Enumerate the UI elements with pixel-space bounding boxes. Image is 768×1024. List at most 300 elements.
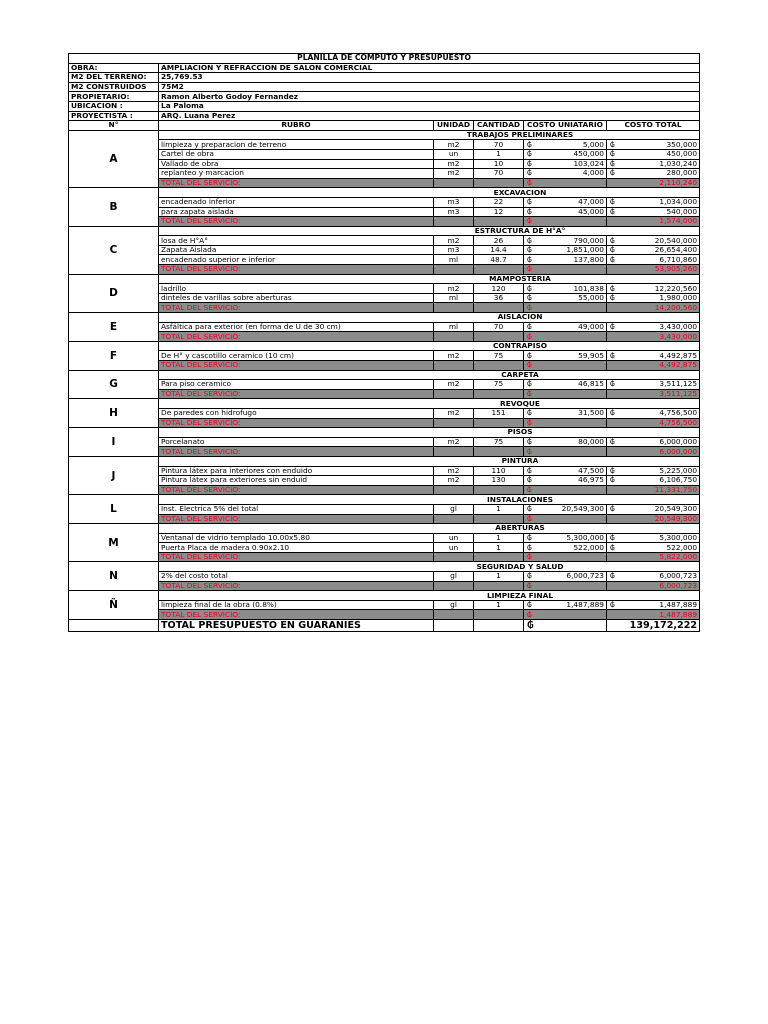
section-total-unidad: [434, 332, 474, 342]
section-total-value: 5,822,000: [619, 552, 700, 562]
sheet-title: PLANILLA DE COMPUTO Y PRESUPUESTO: [69, 54, 700, 64]
section-title-spacer: [607, 562, 700, 572]
section-title-row: [69, 428, 700, 438]
item-cantidad: 151: [474, 408, 524, 418]
item-total: 450,000: [619, 149, 700, 159]
section-total-cantidad: [474, 485, 524, 495]
item-total-currency: ₲: [607, 543, 619, 553]
section-title-row: [69, 226, 700, 236]
section-total-label: TOTAL DEL SERVICIO:: [159, 514, 434, 524]
section-title: PISOS: [434, 428, 607, 438]
item-unitario-currency: ₲: [524, 149, 536, 159]
section-title: LIMPIEZA FINAL: [434, 591, 607, 601]
item-row: [69, 504, 700, 514]
section-title-spacer: [159, 591, 434, 601]
item-total-currency: ₲: [607, 169, 619, 179]
item-rubro: Pintura látex para exteriores sin enduid: [159, 476, 434, 486]
item-unitario-currency: ₲: [524, 169, 536, 179]
item-total: 5,225,000: [619, 466, 700, 476]
section-title-spacer: [607, 456, 700, 466]
item-rubro: Inst. Electrica 5% del total: [159, 504, 434, 514]
item-row: [69, 476, 700, 486]
section-total-currency: ₲: [524, 447, 536, 457]
item-row: [69, 159, 700, 169]
col-header-rubro: RUBRO: [159, 121, 434, 131]
item-unitario: 6,000,723: [536, 572, 607, 582]
item-row: [69, 572, 700, 582]
section-total-unidad: [434, 389, 474, 399]
info-value-ubicacion: La Paloma: [159, 101, 700, 111]
item-unitario: 31,500: [536, 408, 607, 418]
section-total-unitario: [536, 581, 607, 591]
item-total: 1,487,889: [619, 600, 700, 610]
section-total-spacer: [607, 485, 619, 495]
section-title-row: [69, 562, 700, 572]
item-unidad: gl: [434, 600, 474, 610]
item-rubro: Zapata Aislada: [159, 245, 434, 255]
section-total-cantidad: [474, 581, 524, 591]
item-total-currency: ₲: [607, 149, 619, 159]
section-total-unidad: [434, 447, 474, 457]
section-title-spacer: [159, 562, 434, 572]
item-rubro: De H° y cascotillo ceramico (10 cm): [159, 351, 434, 361]
item-total: 6,710,860: [619, 255, 700, 265]
info-label-construidos: M2 CONSTRUIDOS: [69, 82, 159, 92]
item-unitario-currency: ₲: [524, 543, 536, 553]
section-total-value: 4,756,500: [619, 418, 700, 428]
item-cantidad: 1: [474, 600, 524, 610]
item-unidad: m2: [434, 140, 474, 150]
section-title-spacer: [159, 428, 434, 438]
section-total-unitario: [536, 332, 607, 342]
item-rubro: limpieza y preparacion de terreno: [159, 140, 434, 150]
item-unitario: 103,024: [536, 159, 607, 169]
item-total: 3,511,125: [619, 380, 700, 390]
section-title-row: [69, 495, 700, 505]
section-total-unidad: [434, 217, 474, 227]
section-total-spacer: [607, 418, 619, 428]
item-cantidad: 1: [474, 543, 524, 553]
section-total-cantidad: [474, 552, 524, 562]
section-total-spacer: [607, 447, 619, 457]
info-label-propietario: PROPIETARIO:: [69, 92, 159, 102]
item-total-currency: ₲: [607, 600, 619, 610]
section-title-spacer: [159, 226, 434, 236]
section-total-currency: ₲: [524, 361, 536, 371]
section-total-cantidad: [474, 418, 524, 428]
section-title-spacer: [607, 591, 700, 601]
item-cantidad: 36: [474, 293, 524, 303]
info-label-ubicacion: UBICACION :: [69, 101, 159, 111]
section-total-spacer: [607, 332, 619, 342]
info-row-ubicacion: [69, 101, 700, 111]
item-unitario-currency: ₲: [524, 207, 536, 217]
info-row-construidos: [69, 82, 700, 92]
section-total-currency: ₲: [524, 552, 536, 562]
info-row-terreno: [69, 73, 700, 83]
item-row: [69, 255, 700, 265]
section-title-spacer: [159, 130, 434, 140]
item-total-currency: ₲: [607, 207, 619, 217]
section-title-spacer: [607, 495, 700, 505]
section-total-value: 14,200,560: [619, 303, 700, 313]
item-unidad: un: [434, 543, 474, 553]
section-title: REVOQUE: [434, 399, 607, 409]
item-cantidad: 12: [474, 207, 524, 217]
item-rubro: encadenado superior e inferior: [159, 255, 434, 265]
item-cantidad: 1: [474, 533, 524, 543]
item-rubro: Puerta Placa de madera 0.90x2.10: [159, 543, 434, 553]
item-unidad: ml: [434, 293, 474, 303]
item-unitario-currency: ₲: [524, 466, 536, 476]
section-title-spacer: [159, 495, 434, 505]
section-total-label: TOTAL DEL SERVICIO:: [159, 217, 434, 227]
section-total-unitario: [536, 514, 607, 524]
section-total-unidad: [434, 178, 474, 188]
section-letter: A: [69, 130, 159, 188]
section-total-unitario: [536, 265, 607, 275]
item-unidad: m2: [434, 476, 474, 486]
item-unitario-currency: ₲: [524, 476, 536, 486]
section-total-spacer: [607, 514, 619, 524]
item-total: 350,000: [619, 140, 700, 150]
item-total-currency: ₲: [607, 140, 619, 150]
section-total-cantidad: [474, 265, 524, 275]
item-total: 4,492,875: [619, 351, 700, 361]
item-unidad: ml: [434, 322, 474, 332]
item-unitario-currency: ₲: [524, 351, 536, 361]
item-cantidad: 75: [474, 351, 524, 361]
item-cantidad: 75: [474, 380, 524, 390]
item-total-currency: ₲: [607, 380, 619, 390]
col-header-costo-total: COSTO TOTAL: [607, 121, 700, 131]
item-unidad: m2: [434, 466, 474, 476]
section-total-currency: ₲: [524, 418, 536, 428]
section-total-value: 11,331,750: [619, 485, 700, 495]
item-unitario-currency: ₲: [524, 236, 536, 246]
section-total-unitario: [536, 178, 607, 188]
item-row: [69, 169, 700, 179]
section-total-unidad: [434, 361, 474, 371]
item-cantidad: 1: [474, 504, 524, 514]
item-total: 3,430,000: [619, 322, 700, 332]
item-unitario: 55,000: [536, 293, 607, 303]
info-row-obra: [69, 63, 700, 73]
section-letter: C: [69, 226, 159, 274]
section-total-row: [69, 418, 700, 428]
section-total-currency: ₲: [524, 485, 536, 495]
item-unitario: 4,000: [536, 169, 607, 179]
title-row: [69, 54, 700, 64]
item-row: [69, 149, 700, 159]
info-value-propietario: Ramon Alberto Godoy Fernandez: [159, 92, 700, 102]
section-title-row: [69, 130, 700, 140]
section-title-row: [69, 274, 700, 284]
item-unidad: m2: [434, 408, 474, 418]
item-total-currency: ₲: [607, 236, 619, 246]
section-total-cantidad: [474, 332, 524, 342]
item-unitario: 5,300,000: [536, 533, 607, 543]
grand-total-value: 139,172,222: [607, 620, 700, 632]
item-row: [69, 408, 700, 418]
item-cantidad: 70: [474, 140, 524, 150]
item-cantidad: 26: [474, 236, 524, 246]
item-total: 280,000: [619, 169, 700, 179]
item-cantidad: 22: [474, 197, 524, 207]
column-header-row: [69, 121, 700, 131]
item-total: 6,000,723: [619, 572, 700, 582]
section-total-row: [69, 217, 700, 227]
item-cantidad: 120: [474, 284, 524, 294]
item-unitario-currency: ₲: [524, 255, 536, 265]
item-rubro: Asfáltica para exterior (en forma de U de 30 cm): [159, 322, 434, 332]
item-total-currency: ₲: [607, 284, 619, 294]
col-header-costo-unitario: COSTO UNIATARIO: [524, 121, 607, 131]
section-title: CARPETA: [434, 370, 607, 380]
item-rubro: limpieza final de la obra (0.8%): [159, 600, 434, 610]
section-total-value: 6,000,723: [619, 581, 700, 591]
item-unitario: 137,800: [536, 255, 607, 265]
section-total-currency: ₲: [524, 389, 536, 399]
item-cantidad: 130: [474, 476, 524, 486]
section-title-row: [69, 591, 700, 601]
section-total-currency: ₲: [524, 265, 536, 275]
item-unitario: 47,500: [536, 466, 607, 476]
section-title-spacer: [607, 313, 700, 323]
section-title-spacer: [607, 399, 700, 409]
grand-total-num: [69, 620, 159, 632]
section-title-spacer: [607, 370, 700, 380]
item-unidad: m2: [434, 169, 474, 179]
item-row: [69, 197, 700, 207]
section-total-label: TOTAL DEL SERVICIO:: [159, 178, 434, 188]
section-letter: B: [69, 188, 159, 226]
section-total-currency: ₲: [524, 178, 536, 188]
item-total-currency: ₲: [607, 322, 619, 332]
item-unitario-currency: ₲: [524, 159, 536, 169]
item-unitario: 59,905: [536, 351, 607, 361]
item-unidad: m2: [434, 284, 474, 294]
item-unidad: un: [434, 533, 474, 543]
col-header-num: N°: [69, 121, 159, 131]
budget-table-body: [69, 54, 700, 632]
section-title-row: [69, 524, 700, 534]
item-rubro: Vallado de obra: [159, 159, 434, 169]
section-total-cantidad: [474, 447, 524, 457]
info-value-proyectista: ARQ. Luana Perez: [159, 111, 700, 121]
section-total-label: TOTAL DEL SERVICIO:: [159, 485, 434, 495]
section-total-spacer: [607, 610, 619, 620]
item-rubro: Porcelanato: [159, 437, 434, 447]
section-title-spacer: [607, 428, 700, 438]
item-row: [69, 322, 700, 332]
section-title-row: [69, 370, 700, 380]
grand-total-row: [69, 620, 700, 632]
item-cantidad: 1: [474, 149, 524, 159]
grand-total-currency: ₲: [524, 620, 536, 632]
section-total-unitario: [536, 361, 607, 371]
col-header-unidad: UNIDAD: [434, 121, 474, 131]
section-title: TRABAJOS PRELIMINARES: [434, 130, 607, 140]
section-total-unidad: [434, 581, 474, 591]
section-title-spacer: [607, 130, 700, 140]
item-total: 1,030,240: [619, 159, 700, 169]
item-unidad: m3: [434, 207, 474, 217]
item-total: 12,220,560: [619, 284, 700, 294]
item-unitario: 46,975: [536, 476, 607, 486]
item-unidad: gl: [434, 572, 474, 582]
section-letter: H: [69, 399, 159, 428]
section-total-row: [69, 552, 700, 562]
item-unitario: 20,549,300: [536, 504, 607, 514]
item-total-currency: ₲: [607, 159, 619, 169]
section-title-spacer: [159, 399, 434, 409]
item-cantidad: 1: [474, 572, 524, 582]
section-total-cantidad: [474, 178, 524, 188]
section-total-label: TOTAL DEL SERVICIO:: [159, 418, 434, 428]
section-title-row: [69, 456, 700, 466]
section-total-label: TOTAL DEL SERVICIO:: [159, 552, 434, 562]
item-cantidad: 70: [474, 169, 524, 179]
item-rubro: para zapata aislada: [159, 207, 434, 217]
section-total-row: [69, 514, 700, 524]
section-title-spacer: [159, 370, 434, 380]
budget-table: [68, 53, 700, 632]
item-unitario: 522,000: [536, 543, 607, 553]
section-title: PINTURA: [434, 456, 607, 466]
item-total: 6,000,000: [619, 437, 700, 447]
section-total-row: [69, 361, 700, 371]
item-unitario: 80,000: [536, 437, 607, 447]
section-total-spacer: [607, 265, 619, 275]
section-total-currency: ₲: [524, 610, 536, 620]
section-total-unidad: [434, 552, 474, 562]
grand-total-spacer: [536, 620, 607, 632]
section-letter: I: [69, 428, 159, 457]
item-total-currency: ₲: [607, 533, 619, 543]
item-unitario-currency: ₲: [524, 504, 536, 514]
item-total-currency: ₲: [607, 466, 619, 476]
item-total-currency: ₲: [607, 504, 619, 514]
section-total-label: TOTAL DEL SERVICIO:: [159, 610, 434, 620]
section-total-unidad: [434, 514, 474, 524]
item-rubro: dinteles de varillas sobre aberturas: [159, 293, 434, 303]
section-total-row: [69, 303, 700, 313]
section-total-unidad: [434, 418, 474, 428]
section-title: ABERTURAS: [434, 524, 607, 534]
section-title-row: [69, 313, 700, 323]
item-total: 20,540,000: [619, 236, 700, 246]
section-total-row: [69, 485, 700, 495]
section-total-label: TOTAL DEL SERVICIO:: [159, 581, 434, 591]
item-row: [69, 245, 700, 255]
section-title-spacer: [159, 341, 434, 351]
item-unitario-currency: ₲: [524, 322, 536, 332]
item-unitario: 47,000: [536, 197, 607, 207]
item-total: 6,106,750: [619, 476, 700, 486]
section-total-value: 3,511,125: [619, 389, 700, 399]
section-letter: D: [69, 274, 159, 312]
section-title: SEGURIDAD Y SALUD: [434, 562, 607, 572]
section-total-cantidad: [474, 610, 524, 620]
item-row: [69, 466, 700, 476]
item-unitario: 790,000: [536, 236, 607, 246]
section-total-unitario: [536, 447, 607, 457]
item-unidad: m2: [434, 351, 474, 361]
section-total-row: [69, 447, 700, 457]
section-total-spacer: [607, 361, 619, 371]
item-row: [69, 293, 700, 303]
item-total: 20,549,300: [619, 504, 700, 514]
item-unitario-currency: ₲: [524, 380, 536, 390]
section-total-row: [69, 610, 700, 620]
item-rubro: 2% del costo total: [159, 572, 434, 582]
section-title: EXCAVACION: [434, 188, 607, 198]
section-total-unitario: [536, 552, 607, 562]
section-total-cantidad: [474, 303, 524, 313]
section-total-label: TOTAL DEL SERVICIO:: [159, 389, 434, 399]
item-unidad: m3: [434, 197, 474, 207]
item-unitario: 49,000: [536, 322, 607, 332]
section-total-label: TOTAL DEL SERVICIO:: [159, 361, 434, 371]
item-unitario-currency: ₲: [524, 437, 536, 447]
item-cantidad: 75: [474, 437, 524, 447]
item-total-currency: ₲: [607, 293, 619, 303]
section-total-unidad: [434, 303, 474, 313]
item-total-currency: ₲: [607, 437, 619, 447]
item-total-currency: ₲: [607, 245, 619, 255]
item-row: [69, 437, 700, 447]
info-row-propietario: [69, 92, 700, 102]
item-total-currency: ₲: [607, 255, 619, 265]
item-row: [69, 533, 700, 543]
item-unidad: m2: [434, 236, 474, 246]
item-unitario-currency: ₲: [524, 408, 536, 418]
item-unitario: 101,838: [536, 284, 607, 294]
section-title: AISLACION: [434, 313, 607, 323]
info-value-obra: AMPLIACION Y REFRACCION DE SALON COMERCIAL: [159, 63, 700, 73]
item-rubro: De paredes con hidrofugo: [159, 408, 434, 418]
section-total-currency: ₲: [524, 514, 536, 524]
section-total-value: 4,492,875: [619, 361, 700, 371]
section-total-unidad: [434, 485, 474, 495]
item-unitario: 450,000: [536, 149, 607, 159]
item-rubro: ladrillo: [159, 284, 434, 294]
item-rubro: Pintura látex para interiores con enduido: [159, 466, 434, 476]
item-unidad: m3: [434, 245, 474, 255]
section-letter: E: [69, 313, 159, 342]
section-title-spacer: [607, 274, 700, 284]
section-total-row: [69, 332, 700, 342]
section-total-row: [69, 581, 700, 591]
item-unitario: 1,851,000: [536, 245, 607, 255]
item-rubro: encadenado inferior: [159, 197, 434, 207]
section-total-label: TOTAL DEL SERVICIO:: [159, 447, 434, 457]
section-total-unitario: [536, 610, 607, 620]
section-total-spacer: [607, 303, 619, 313]
item-total-currency: ₲: [607, 408, 619, 418]
item-unitario: 1,487,889: [536, 600, 607, 610]
section-total-unitario: [536, 485, 607, 495]
section-letter: N: [69, 562, 159, 591]
col-header-cantidad: CANTIDAD: [474, 121, 524, 131]
item-total: 522,000: [619, 543, 700, 553]
item-unitario-currency: ₲: [524, 600, 536, 610]
item-row: [69, 284, 700, 294]
section-total-label: TOTAL DEL SERVICIO:: [159, 332, 434, 342]
item-cantidad: 10: [474, 159, 524, 169]
section-title-spacer: [159, 456, 434, 466]
